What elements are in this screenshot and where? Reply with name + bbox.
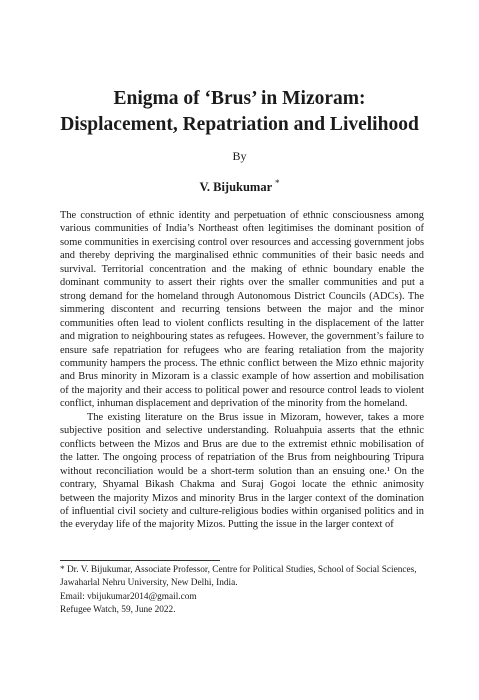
body-text (60, 209, 424, 532)
paragraph-1: The construction of ethnic identity and perpetuation of ethnic consciousness among various communities of India’s Northeast often legitimises the dominant position of some communities in exercising control over resources and accessing government jobs and thereby depriving the marginalised ethnic communities of their basic needs and survival. Territorial concentration and the making of ethnic boundary enable the dominant community to assert their rights over the smaller communities and put a strong demand for the homeland through Autonomous District Councils (ADCs). The simmering discontent and recurring tensions between the major and the minor communities often lead to violent conflicts resulting in the displacement of the latter and migration to neighbouring states as refugees. However, the government’s failure to ensure safe repatriation for refugees who are fearing retaliation from the majority community hampers the process. The ethnic conflict between the Mizo ethnic majority and Brus minority in Mizoram is a classic example of how assertion and mobilisation of the majority and their access to political power and resource control leads to violent conflict, inhuman displacement and deprivation of the minority from the homeland. (60, 210, 424, 410)
footnotes (60, 564, 424, 618)
author-line (0, 178, 479, 195)
footnote-affiliation: * Dr. V. Bijukumar, Associate Professor, Centre for Political Studies, School of Social Sciences, Jawaharlal Nehru University, New Delhi, India. (60, 565, 417, 589)
by-label: By (232, 149, 247, 163)
paper-title (0, 86, 479, 138)
footnote-divider (60, 560, 220, 561)
paragraph-2: The existing literature on the Brus issue in Mizoram, however, takes a more subjective position and selective understanding. Roluahpuia asserts that the ethnic conflicts between the Mizos and Brus are due to the extremist ethnic mobilisation of the latter. The ongoing process of repatriation of the Brus from neighbouring Tripura without reconciliation would be a short-term solution than an ensuing one.¹ On the contrary, Shyamal Bikash Chakma and Suraj Gogoi locate the ethnic animosity between the majority Mizos and minority Brus in the larger context of the domination of influential civil society and culture-religious bodies within organised politics and in the everyday life of the majority Mizos. Putting the issue in the larger context of (60, 411, 424, 531)
title-line-2: Displacement, Repatriation and Livelihood (60, 114, 419, 135)
author-footnote-mark: * (275, 178, 280, 188)
footnote-email: Email: vbijukumar2014@gmail.com (60, 591, 197, 602)
footnote-citation: Refugee Watch, 59, June 2022. (60, 605, 176, 616)
author-name: V. Bijukumar (199, 180, 272, 195)
title-line-1: Enigma of ‘Brus’ in Mizoram: (113, 88, 366, 109)
